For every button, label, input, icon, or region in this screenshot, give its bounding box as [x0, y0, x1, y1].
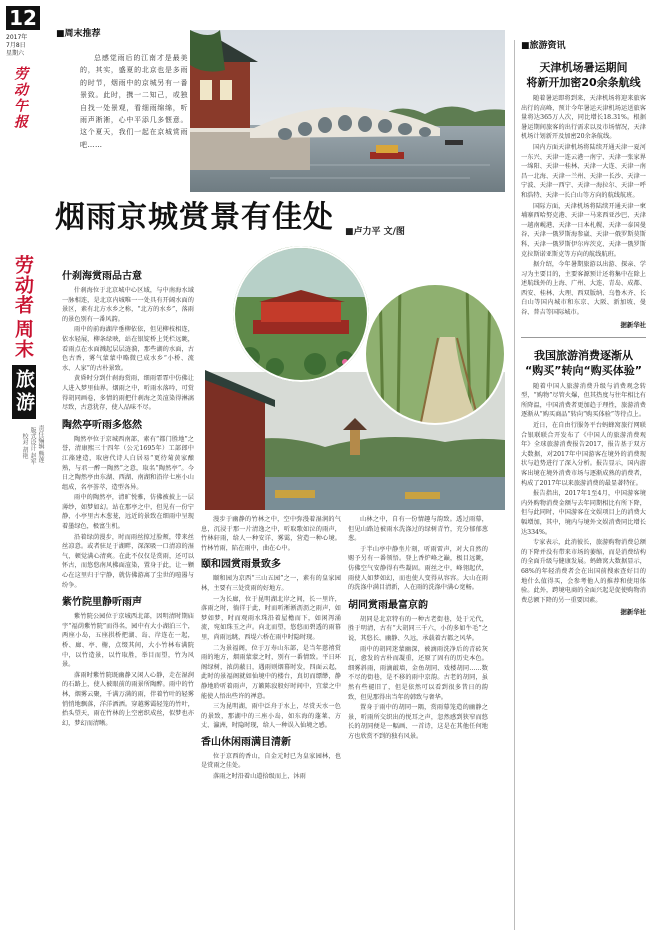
editor-credit: 责任编辑 熊莲: [37, 425, 44, 463]
section-title-zizhuyuan: 紫竹院里静听雨声: [62, 597, 142, 609]
byline: ■卢力平 文/图: [345, 227, 405, 237]
summer-palace-bridge-photo: [190, 30, 505, 192]
paragraph: 山林之中，自有一份情趣与韵致。透过雨幕，但见山路边被雨水洗涤过的绿树青竹，充分郁郁葱葱。: [348, 516, 488, 543]
section-body-xiangshan-cont: [348, 515, 488, 593]
section-title-yiheyuan: 颐和园赏雨景致多: [201, 559, 281, 571]
section-body-xiangshan: [201, 752, 341, 782]
paragraph: 陶然亭位于京城西南部，素有“都门胜地”之誉，清康熙三十四年（公元1695年）工部郎中江藻建造，取唐代诗人白居易“更待菊黄家酿熟，与君一醉一陶然”之意，取名“陶然亭”。今日之陶然亭由东湖、西湖、南湖和沿岸七座小山组成，名亭荟萃，造型各异。: [62, 435, 194, 491]
paragraph: 位于京西的香山，自金元时已为皇家园林，也是赏雨之佳处。: [201, 752, 341, 770]
article-column-1: [62, 270, 194, 930]
paragraph: 国际方面，天津机场将陆续开通天津一柬埔寨西哈努克港、天津一马来西亚沙巴、天津一越南岘港、天津一日本札幌、天津一泰国曼谷、天津一俄罗斯海参崴、天津一俄罗斯莫斯科、天津一俄罗斯伊尔库茨克、天津一俄罗斯克拉斯诺亚斯克等方向的航线航班。: [521, 202, 646, 258]
paragraph: 颐和园为京西“三山五园”之一，素有的皇家园林，主要有三处赏雨的好地方。: [201, 575, 341, 592]
section-body-taoranting: [62, 435, 194, 591]
paragraph: 黄昏时分到什刹海赏雨，细雨霏霏中仿佛让人进入梦里仙界。烟雨之中，听雨水落吟，可赏得胡同画卷，多情的雨把什刹海之美渲染得淋漓尽致，古意犹存，使人品味不尽。: [62, 375, 194, 412]
story1-body: [521, 94, 646, 318]
travel-news-column: [514, 40, 646, 930]
designer-credit: 版式设计 赵军: [29, 427, 36, 465]
main-headline: 烟雨京城赏景有佳处: [55, 200, 334, 235]
article-column-3: [348, 515, 488, 930]
story2-source: 据新华社: [620, 608, 646, 617]
weekend-pick-label: ■周末推荐: [56, 29, 101, 39]
section-body-zizhuyuan: [62, 612, 194, 728]
page-number: 12: [6, 6, 40, 30]
paragraph: 随着暑运即将到来，天津机场将迎来旅客出行的高峰，预计今年暑运天津机场运送旅客量将达365万人次，同比增长18.31%。根据暑运期间旅客的出行需求以及市场情况，天津机场计划新开及加密20余条航线。: [521, 95, 646, 141]
paragraph: 雨中的胡同迷蒙幽深，被滴雨洗净后的青砖灰瓦，愈发的古朴而凝重，还原了固有的历史本色。细雾斜雨，雨滴敲墙，金鱼胡同、戏楼胡同……数不尽的街巷，是不移的雨中京韵。古老的胡同，虽然有些褪旧了，但是依然可以看到很多昔日的韵致，但见那得出当年的韩致与奢华。: [348, 645, 488, 701]
section-name-lvyou: 旅游: [12, 365, 36, 419]
story2-headline-line1: 我国旅游消费逐渐从: [534, 348, 633, 362]
section-body-shichahai: [62, 286, 194, 413]
story1-source: 据新华社: [620, 320, 646, 329]
paragraph: 三为昆明湖，雨中泛舟于水上，尽赏天水一色的景致，那湖中的三座小岛，如东海的蓬莱、方丈、瀛洲，时隐时现，给人一种误入仙境之感。: [201, 703, 341, 730]
issue-year: 2017年: [6, 34, 28, 41]
paragraph: 胡同是北京特有的一种古老街巷，处于元代，胜于明清，古有“大胡同三千六，小的多如牛毛”之说，其悠长、幽静、久远，承载着古都之风华。: [348, 615, 488, 642]
story2-headline-line2: “购买”转向“购买体验”: [525, 363, 642, 377]
paragraph: 沿着绿荫漫步，时而雨丝掠过脸颊，带来丝丝凉意。或者驻足于湖畔，深深吸一口清凉的湿气，顿觉满心清爽。在此不仅仅是赏雨，还可以怀古，而悠悠南风拂面渲染，置身于此，让一颗心在这里归于宁静，就仿佛游离了尘世的喧嚣与纷争。: [62, 533, 194, 589]
paragraph: 随着中国人旅游消费升级与消费观念转型，“购物”尽管火爆，但其热度与往年相比有所降温，中国消费者更加趋于理性，旅游消费逐渐从“购买商品”转向“购买体验”等待点上。: [521, 382, 646, 419]
paragraph: 落雨之时沿着山道拾级而上，沐雨: [213, 773, 306, 781]
paragraph: 国内方面天津机场将陆续开通天津一夏河一东兴、天津一连云港一南宁、天津一张家界一绵阳、天津一桂林、天津一大连、天津一南昌一北海、天津一兰州、天津一长沙、天津一宁波、天津一西宁、天津一海拉尔、天津一呼和浩特、天津一长白山等方向的航线航班。: [521, 143, 646, 199]
paragraph: 据介绍，今年暑期旅游以出游、探亲、学习为主要目的，主要客源预计还将集中在除上述航线外的上海、广州、大连、青岛、成都、西安、桂林、大理、西双版纳、乌鲁木齐、长白山等国内城市和东京、大阪、新加坡、曼谷、普吉等国际城市。: [521, 261, 646, 317]
proofreader-credit: 校对 胡艳: [21, 433, 28, 459]
story1-headline-line1: 天津机场暑运期间: [539, 61, 628, 74]
paper-logo: 劳动午报: [12, 66, 28, 130]
photo-collage: [205, 242, 505, 510]
paragraph: 近日，在自由行服务平台蚂蜂窝旅行网联合银联联合开发布了《中国人的旅游消费观年》全球旅游消费报告2017，报告基于双方大数据，对2017年中国游客在境外的消费现状与趋势进行了深入分析。报告显示，国内游客出境在境外消费市场与逐渐成熟的消费者，构成了2017年以来旅游消费的最显著特征。: [521, 422, 646, 487]
paragraph: 雨中的陶然亭，清旷悦雅，仿佛被披上一层薄纱，如梦如幻。站在那亭之中，但见有一份宁静，小亭里古木葱茏，远近的景致在细雨中呈现着墨绿色，极富生机。: [62, 494, 194, 531]
story2-headline: [521, 348, 646, 378]
paragraph: 一为长廊，位于昆明湖北岸之间，长一里许，落雨之时，徜徉于此，时而听淅淅沥沥之雨声，如梦如梦，时而观雨水珠沿着屋檐而下，如闲泻涌流，宛如珠玉之声。向北而望，悠悠而碧透的雨幕里，尚雨远眺，西堤六桥在雨中时隐时现。: [201, 595, 341, 641]
masthead: [6, 6, 50, 156]
issue-weekday: 星期六: [6, 50, 25, 57]
collage-image: [205, 242, 505, 510]
story1-headline: [521, 60, 646, 90]
paragraph: 专家表示，此消彼长，旅游购物消费总额的下降并没有带来市场的萎缩，而是消费结构的全面升级与健康发展。蚂蜂窝大数据显示，68%的年轻消费者会在出国前搜索查好目的地什么值得买，会参考他人的推荐和使用体验。此外，跨境电商的全面兴起是促使购物消费总额下降的另一重要因素。: [521, 539, 646, 604]
paragraph: 雨中的前海湖岸垂柳依依，但见柳枝相连，依水轻展，柳条绿映，站在银锭桥上凭栏远眺，看雨点在水面溅起层层涟漪，那些湖的水面，古色古香，雾气蒙蒙中略微已成水乡“小桥、流水、人家”的古朴景致。: [62, 326, 194, 372]
paragraph: 什刹海位于北京城中心区域，与中南海水域一脉相连，是北京内城唯一一处具有开阔水面的景区，素有北方水乡之称，“北方的水乡”，落雨的景色别有一番风韵。: [62, 287, 194, 323]
section-body-bamboo-cont: [201, 515, 341, 553]
paragraph: 报告指出，2017年1至4月，中国游客境内外购物消费金额与去年同期相比有所下降，但与此同时，中国游客在文娱项目上的消费大幅增加，其中，境内与境外文娱消费同比增长达334%。: [521, 490, 646, 536]
intro-paragraph: 总感觉雨后的江南才是最美的，其实，盛夏的北京也是多雨的时节，烟雨中的京城另有一番景致。此时，携一二知己，或独自找一处景观，看细雨绵绵，听雨声淅淅，心中平添几多惬意。这个夏天，我们一起在京城赏雨吧……: [80, 54, 188, 149]
paragraph: 置身于雨中的胡同一隅，赏雨幕笼造的幽静之景，听雨所交织出的悦耳之声，忽然感到狭窄而悠长的胡同便是一幅画、一首诗，这是在其他任何地方也欣赏不到的独有风景。: [348, 704, 488, 740]
section-body-hutong: [348, 615, 488, 742]
article-column-2: [201, 515, 341, 930]
paragraph: 二为景福阁，位于万寿山东部，是当年慈禧赏雨的地方，烟雨蒙蒙之时，别有一番情致。平日环阁绿树，浓荫蔽日，遇雨则烟幕时发，四面云起，此时的景福阁就如仙境中的楼台，真切而缥缈，静静地聆听着雨声，万籁陈寂般好时间中，宜蒙之中能使人悟出些许的禅意。: [201, 644, 341, 700]
section-name-laodongzhe: 劳动者: [12, 255, 34, 315]
section-name-zhoumo: 周末: [12, 319, 34, 359]
paragraph: 漫步于幽静的竹林之中，空中弥漫着湿润的气息，沉浸于那一片清逸之中，听取歌如泣的雨声，竹林轩雨，给人一种安详、雾霭，营造一种心境。竹林竹雨，陷在雨中，曲在心中。: [201, 516, 341, 552]
section-title-xiangshan: 香山休闲雨满目清新: [201, 736, 291, 748]
paragraph: 落雨时紫竹院既幽静又闲人心静，走在湿润的石路上，使人被眼前的雨景所陶醉。雨中的竹林，烟雾云聚，千满万满的雨，伴着竹叶的轻雾悄悄地飘落，洋洋洒洒。穿越雾霭轻笼的竹叶，抬头望天，雨在竹林的上空密织成丝，似梦也亦幻，梦幻而清晰。: [62, 671, 194, 727]
story2-body: [521, 382, 646, 606]
section-title-hutong: 胡同赏雨最富京韵: [348, 599, 428, 611]
issue-date: 7月8日: [6, 42, 26, 49]
section-tag: [10, 255, 46, 490]
section-body-yiheyuan: [201, 574, 341, 731]
section-title-taoranting: 陶然亭听雨多悠然: [62, 419, 142, 431]
divider: [521, 337, 646, 338]
section-title-shichahai: 什刹海赏雨品古意: [62, 271, 142, 282]
story1-headline-line2: 将新开加密20余条航线: [526, 76, 641, 89]
travel-news-label: ■旅游资讯: [521, 41, 566, 51]
paragraph: 于半山亭中静坐片刻，听雨雷声，对大自然的赐予另有一番领悟。登上香炉峰之巅，极目远眺，仿佛空气安静得有些凝固。雨丝之中，峰翎起伏，雨使人如梦如幻，而也使人变得从容容。大山在雨的洗涤中满目清新，人在雨的洗涤中满心宽畅。: [348, 545, 488, 592]
bridge-image: [190, 30, 505, 192]
paragraph: 紫竹院公园位于京城西北部，因明清时期庙宇“福荫紫竹院”而得名，园中有大小湖泊三个，两座小岛，五座拱桥把湖、岛、岸连在一起，桥、廊、亭、榭，点缀其间，大小竹林布满院中，以竹造景，以竹取胜，举目而望，竹为风景。: [62, 613, 194, 669]
